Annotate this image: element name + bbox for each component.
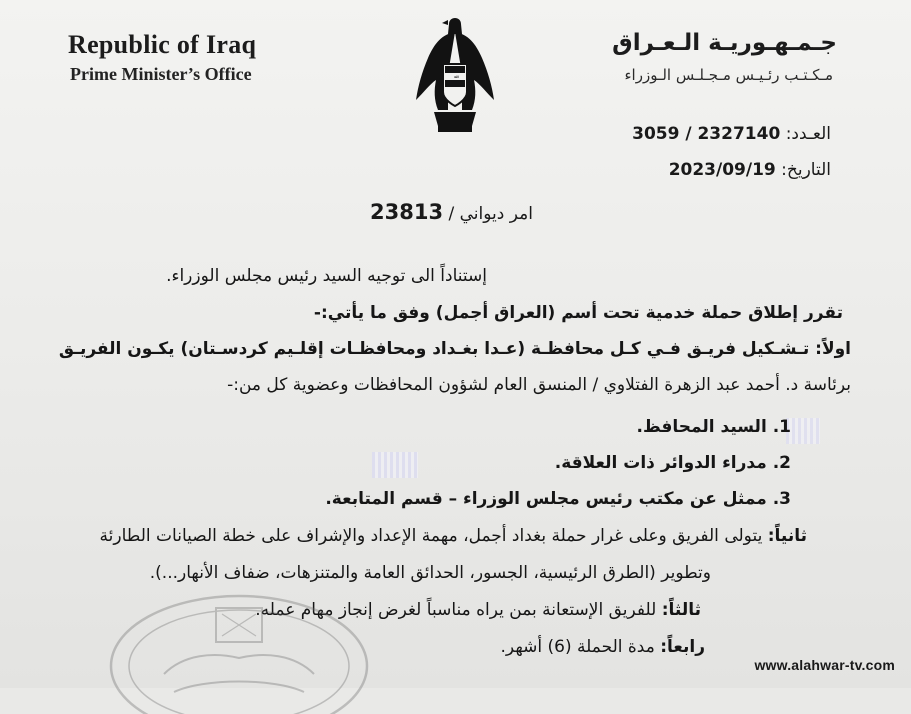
fourth-text: مدة الحملة (6) أشهر. [500,637,655,657]
reference-line: إستناداً الى توجيه السيد رئيس مجلس الوزراء. [166,266,487,286]
first-line1-text: تـشـكيل فريـق فـي كـل محافظـة (عـدا بغـداد ومحافظـات إقلـيم كردسـتان) يكـون الفريـق [58,339,810,359]
english-subtitle: Prime Minister’s Office [70,64,252,84]
member-item-1: 1. السيد المحافظ. [636,417,791,437]
third-label: ثالثاً: [661,600,701,620]
document-date-value: 2023/09/19 [668,160,776,180]
decision-line: تقرر إطلاق حملة خدمية تحت أسم (العراق أجمل) وفق ما يأتي:- [313,303,843,323]
official-seal-stamp-icon [104,574,374,714]
diwani-order-heading [370,200,533,224]
first-paragraph-line1 [59,339,851,359]
ink-smudge [786,418,820,444]
fourth-label: رابعاً: [660,637,705,657]
ink-smudge [372,452,418,478]
document-number-value: 3059 / 2327140 [632,124,781,144]
eagle-emblem-icon [412,14,498,136]
arabic-subtitle: مـكـتـب رئـيـس مـجـلـس الـوزراء [624,66,833,84]
fourth-paragraph [501,637,705,657]
svg-text:ﷲ: ﷲ [453,74,457,79]
order-number: 23813 [370,200,444,224]
second-label: ثانياً: [767,526,807,546]
second-paragraph-line1 [100,526,807,546]
english-title: Republic of Iraq [68,30,257,59]
order-label: امر ديواني / [448,204,533,224]
document-date-row [669,160,831,180]
first-label: اولاً: [815,339,851,359]
second-line1-text: يتولى الفريق وعلى غرار حملة بغداد أجمل، مهمة الإعداد والإشراف على خطة الصيانات الطارئة [99,526,763,546]
document-number-label: العـدد: [785,124,831,144]
arabic-title: جـمـهـوريـة الـعـراق [612,30,837,56]
member-item-2: 2. مدراء الدوائر ذات العلاقة. [554,453,791,473]
member-item-3: 3. ممثل عن مكتب رئيس مجلس الوزراء – قسم المتابعة. [325,489,791,509]
site-watermark: www.alahwar-tv.com [754,657,895,673]
third-text: للفريق الإستعانة بمن يراه مناسباً لغرض إنجاز مهام عمله. [255,600,657,620]
first-paragraph-line2: برئاسة د. أحمد عبد الزهرة الفتلاوي / المنسق العام لشؤون المحافظات وعضوية كل من:- [227,375,851,395]
document-date-label: التاريخ: [781,160,831,180]
second-paragraph-line2: وتطوير (الطرق الرئيسية، الجسور، الحدائق العامة والمتنزهات، ضفاف الأنهار...). [149,563,711,583]
document-number-row [632,124,831,144]
